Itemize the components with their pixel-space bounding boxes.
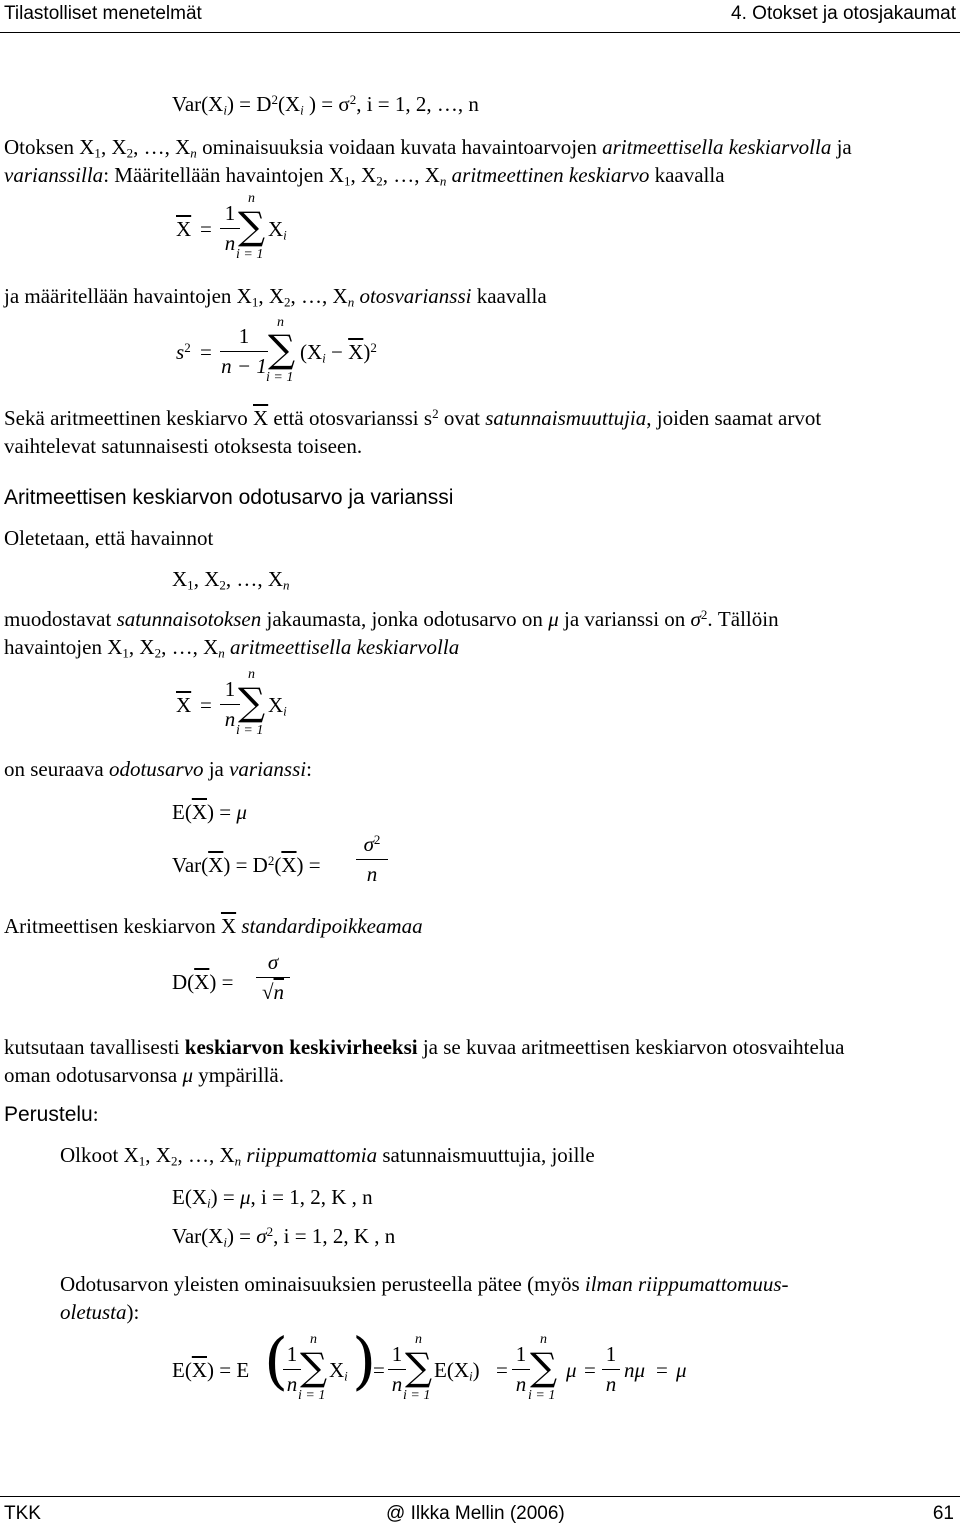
deriv-sum1-lower: i = 1 bbox=[298, 1388, 326, 1403]
var-fraction: 1 n − 1 bbox=[221, 324, 267, 378]
header-right: 4. Otokset ja otosjakaumat bbox=[731, 3, 956, 24]
var-sum-upper: n bbox=[277, 315, 284, 330]
page-number: 61 bbox=[932, 1503, 954, 1524]
summation-icon: ∑ bbox=[530, 1345, 558, 1389]
expectation-formula: $E(\overline{X}) = \mu$ bbox=[172, 800, 247, 824]
deriv-sum2-lower: i = 1 bbox=[403, 1388, 431, 1403]
deriv-sum3-upper: n bbox=[540, 1332, 547, 1347]
deriv-term-2: $E(X_i)$ bbox=[434, 1358, 480, 1384]
paragraph-intro: Otoksen $X_1$, $X_2$, …, $X_n$ ominaisuuksia voidaan kuvata havaintoarvojen aritmeettisella keskiarvolla ja varianssilla: Määritellään havaintojen $X_1$, $X_2$, …, $X_n$ aritmeettinen keskiarvo kaavalla bbox=[4, 135, 852, 189]
deriv-fraction-2: 1 n bbox=[388, 1344, 406, 1395]
var-lhs: $s^2$ bbox=[176, 339, 191, 364]
mean-term: $X_i$ bbox=[268, 693, 287, 719]
deriv-sum3-lower: i = 1 bbox=[528, 1388, 556, 1403]
paragraph-sd: Aritmeettisen keskiarvon $\overline{X}$ standardipoikkeamaa bbox=[4, 914, 423, 938]
summation-icon: ∑ bbox=[238, 204, 266, 248]
deriv-sum1-upper: n bbox=[310, 1332, 317, 1347]
deriv-eq-4: = bbox=[584, 1358, 596, 1382]
page-header bbox=[0, 0, 960, 33]
deriv-sum2-upper: n bbox=[415, 1332, 422, 1347]
mean-fraction: 1 n bbox=[220, 679, 240, 730]
assumption-variance: $Var(X_i) = \sigma^2$, i = 1, 2, K , n bbox=[172, 1223, 396, 1250]
deriv-result: μ bbox=[676, 1358, 687, 1382]
paragraph-let: Olkoot $X_1$, $X_2$, …, $X_n$ riippumattomia satunnaismuuttujia, joille bbox=[60, 1143, 595, 1169]
deriv-term-3: μ bbox=[566, 1358, 577, 1382]
deriv-eq-2: = bbox=[373, 1358, 385, 1382]
deriv-term-1: $X_i$ bbox=[329, 1358, 348, 1384]
mean-variance-lhs: $Var(\overline{X}) = D^2(\overline{X})$ = bbox=[172, 852, 321, 877]
deriv-term-4: nμ bbox=[624, 1358, 646, 1382]
var-term: $(X_i - \overline{X})^2$ bbox=[300, 339, 377, 366]
summation-icon: ∑ bbox=[405, 1345, 433, 1389]
perustelu-label: Perustelu: bbox=[4, 1102, 99, 1126]
variance-of-xi: $Var(X_i) = D^2(X_i$ ) = $\sigma^2$, i = 1, 2, …, n bbox=[172, 91, 479, 118]
footer-left: TKK bbox=[4, 1503, 41, 1524]
var-sum-lower: i = 1 bbox=[266, 370, 294, 385]
square-root-icon: √ bbox=[261, 980, 274, 1004]
paragraph-standard-error: kutsutaan tavallisesti keskiarvon keskivirheeksi ja se kuvaa aritmeettisen keskiarvon otosvaihtelua oman odotusarvonsa μ ympärillä. bbox=[4, 1035, 845, 1087]
mean-fraction: 1 n bbox=[220, 203, 240, 254]
mean-equals: = bbox=[200, 217, 212, 241]
mean-term: $X_i$ bbox=[268, 217, 287, 243]
deriv-eq-3: = bbox=[496, 1358, 508, 1382]
deriv-fraction-4: 1 n bbox=[602, 1344, 620, 1395]
mean-lhs: $\overline{X}$ bbox=[176, 217, 192, 241]
paragraph-random-vars: Sekä aritmeettinen keskiarvo $\overline{X}$ että otosvarianssi $s^2$ ovat satunnaismuuttujia, joiden saamat arvot vaihtelevat satunnaisesti otoksesta toiseen. bbox=[4, 405, 822, 458]
deriv-lhs: $E(\overline{X}) = E$ bbox=[172, 1358, 250, 1382]
section-heading: Aritmeettisen keskiarvon odotusarvo ja varianssi bbox=[4, 486, 454, 509]
deriv-fraction-3: 1 n bbox=[512, 1344, 530, 1395]
mean-sum-upper: n bbox=[248, 667, 255, 682]
deriv-eq-5: = bbox=[656, 1358, 668, 1382]
footer-center: @ Ilkka Mellin (2006) bbox=[386, 1503, 565, 1524]
summation-icon: ∑ bbox=[300, 1345, 328, 1389]
paragraph-following: on seuraava odotusarvo ja varianssi: bbox=[4, 757, 312, 781]
sample-list: $X_1$, $X_2$, …, $X_n$ bbox=[172, 567, 290, 593]
assumption-expectation: $E(X_i) = \mu$, i = 1, 2, K , n bbox=[172, 1185, 373, 1211]
summation-icon: ∑ bbox=[238, 680, 266, 724]
mean-equals: = bbox=[200, 693, 212, 717]
paragraph-variance-def: ja määritellään havaintojen $X_1$, $X_2$, …, $X_n$ otosvarianssi kaavalla bbox=[4, 284, 547, 310]
var-equals: = bbox=[200, 340, 212, 364]
paragraph-expectation-props: Odotusarvon yleisten ominaisuuksien perusteella pätee (myös ilman riippumattomuus- oletusta): bbox=[60, 1272, 789, 1324]
right-paren-icon: ) bbox=[352, 1324, 377, 1397]
deriv-fraction-1: 1 n bbox=[283, 1344, 301, 1395]
sd-fraction: σ √n bbox=[256, 952, 290, 1003]
summation-icon: ∑ bbox=[268, 327, 296, 371]
mean-sum-lower: i = 1 bbox=[236, 723, 264, 738]
mean-sum-lower: i = 1 bbox=[236, 247, 264, 262]
sd-lhs: $D(\overline{X})$ = bbox=[172, 970, 234, 994]
page-footer bbox=[0, 1496, 960, 1529]
mean-lhs: $\overline{X}$ bbox=[176, 693, 192, 717]
mean-sum-upper: n bbox=[248, 191, 255, 206]
paragraph-assume: Oletetaan, että havainnot bbox=[4, 526, 214, 550]
left-paren-icon: ( bbox=[264, 1324, 289, 1397]
paragraph-random-sample: muodostavat satunnaisotoksen jakaumasta, jonka odotusarvo on μ ja varianssi on $\sigma^2$. Tällöin havaintojen $X_1$, $X_2$, …, $X_n$ aritmeettisella keskiarvolla bbox=[4, 606, 779, 661]
mean-variance-fraction: $\sigma^2$ n bbox=[356, 834, 388, 885]
header-left: Tilastolliset menetelmät bbox=[4, 3, 202, 24]
